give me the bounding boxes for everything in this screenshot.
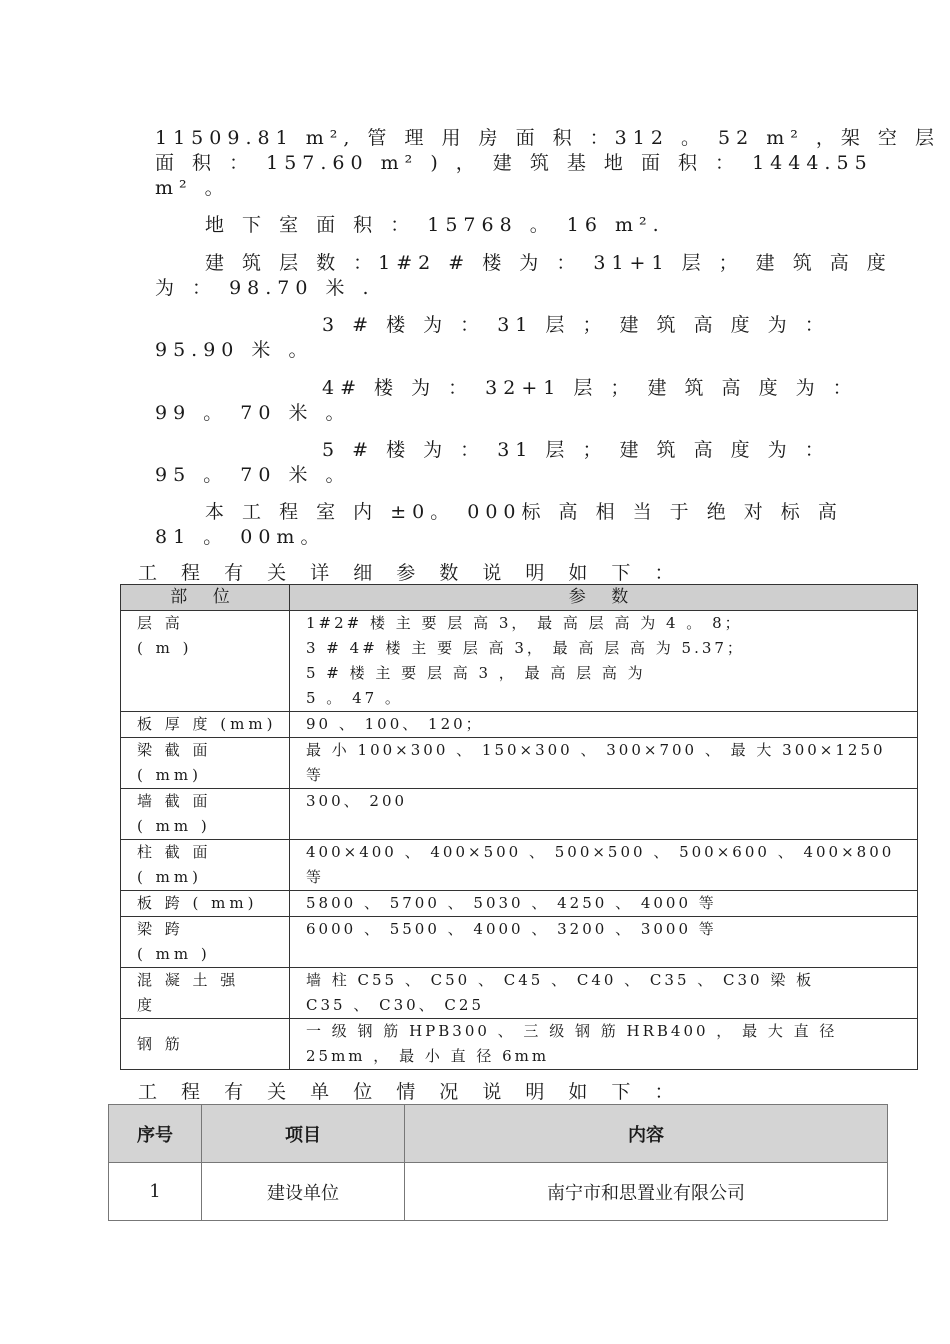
param-value-line: 1#2# 楼 主 要 层 高 3， 最 高 层 高 为 4 。 8；	[306, 614, 743, 632]
column-header: 部 位	[121, 585, 290, 611]
column-header: 项目	[202, 1105, 405, 1163]
param-value-line: 300、 200	[306, 792, 408, 810]
param-label-line: 板 厚 度 (mm)	[137, 715, 277, 733]
param-label-cell	[121, 712, 290, 738]
param-value-line: 墙 柱 C55 、 C50 、 C45 、 C40 、 C35 、 C30 梁 板	[306, 971, 815, 989]
table-row	[121, 611, 918, 712]
param-label-cell	[121, 840, 290, 891]
table-row	[109, 1163, 888, 1221]
param-value-cell	[290, 891, 918, 917]
table-cell: 1	[109, 1163, 202, 1221]
param-value-line: 最 小 100×300 、 150×300 、 300×700 、 最 大 300×1250	[306, 741, 886, 759]
text-line: m² 。	[155, 177, 230, 199]
param-label-cell	[121, 611, 290, 712]
column-header: 内容	[405, 1105, 888, 1163]
text-line: 建 筑 层 数 ：1#2 # 楼 为 ： 31+1 层 ； 建 筑 高 度	[205, 252, 892, 274]
param-label-line: ( mm)	[137, 868, 202, 886]
param-label-line: 柱 截 面	[137, 843, 212, 861]
text-line: 81 。 00m。	[155, 526, 326, 548]
text-line: 99 。 70 米 。	[155, 402, 351, 424]
param-value-line: 一 级 钢 筋 HPB300 、 三 级 钢 筋 HRB400 ， 最 大 直 径	[306, 1022, 838, 1040]
param-value-line: 5800 、 5700 、 5030 、 4250 、 4000 等	[306, 894, 717, 912]
table-cell: 南宁市和思置业有限公司	[405, 1163, 888, 1221]
param-value-cell	[290, 789, 918, 840]
text-line: 3 # 楼 为 ： 31 层 ； 建 筑 高 度 为 ：	[322, 314, 830, 336]
table-row	[121, 738, 918, 789]
table-cell: 建设单位	[202, 1163, 405, 1221]
param-value-cell	[290, 738, 918, 789]
param-label-line: 度	[137, 996, 157, 1014]
param-value-line: 等	[306, 766, 325, 784]
param-label-line: ( mm)	[137, 766, 202, 784]
param-label-line: 钢 筋	[137, 1034, 184, 1053]
param-value-cell	[290, 611, 918, 712]
table-row	[121, 1019, 918, 1070]
param-value-line: 90 、 100、 120；	[306, 715, 484, 733]
params-section-title: 工 程 有 关 详 细 参 数 说 明 如 下 ：	[138, 562, 683, 584]
column-header: 序号	[109, 1105, 202, 1163]
param-value-cell	[290, 968, 918, 1019]
param-label-line: 墙 截 面	[137, 792, 212, 810]
param-label-line: 层 高	[137, 614, 184, 632]
text-line: 面 积 ： 157.60 m² ) ， 建 筑 基 地 面 积 ： 1444.55	[155, 152, 873, 174]
parameters-table	[120, 584, 918, 1070]
param-value-line: 25mm ， 最 小 直 径 6mm	[306, 1047, 550, 1065]
param-value-line: C35 、 C30、 C25	[306, 996, 484, 1014]
param-value-line: 5 。 47 。	[306, 689, 403, 707]
param-label-line: 板 跨 ( mm)	[137, 894, 258, 912]
text-line: 95.90 米 。	[155, 339, 314, 361]
param-label-line: 梁 截 面	[137, 741, 212, 759]
text-line: 5 # 楼 为 ： 31 层 ； 建 筑 高 度 为 ：	[322, 439, 830, 461]
text-line: 95 。 70 米 。	[155, 464, 351, 486]
table-header-row	[109, 1105, 888, 1163]
text-line: 11509.81 m², 管 理 用 房 面 积 ：312 。 52 m² ，架 空 层	[155, 127, 940, 149]
param-label-cell	[121, 891, 290, 917]
param-label-cell	[121, 738, 290, 789]
param-value-cell	[290, 1019, 918, 1070]
table-row	[121, 840, 918, 891]
param-value-line: 400×400 、 400×500 、 500×500 、 500×600 、 400×800 等	[306, 843, 895, 886]
table-header-row	[121, 585, 918, 611]
param-value-cell	[290, 917, 918, 968]
param-label-line: ( mm )	[137, 945, 211, 963]
param-label-cell	[121, 968, 290, 1019]
text-line: 本 工 程 室 内 ±0。 000标 高 相 当 于 绝 对 标 高	[205, 501, 843, 523]
units-section-title: 工 程 有 关 单 位 情 况 说 明 如 下 ：	[138, 1081, 683, 1103]
text-line: 地 下 室 面 积 ： 15768 。 16 m².	[205, 214, 665, 236]
param-label-line: 混 凝 土 强	[137, 971, 240, 989]
table-row	[121, 891, 918, 917]
column-header: 参 数	[290, 585, 918, 611]
table-row	[121, 789, 918, 840]
param-label-line: ( m )	[137, 639, 193, 657]
param-label-cell	[121, 917, 290, 968]
text-line: 4# 楼 为 ： 32+1 层 ； 建 筑 高 度 为 ：	[322, 377, 858, 399]
param-label-line: ( mm )	[137, 817, 211, 835]
table-row	[121, 917, 918, 968]
param-value-line: 5 # 楼 主 要 层 高 3 ， 最 高 层 高 为	[306, 664, 646, 682]
table-row	[121, 968, 918, 1019]
param-value-line: 6000 、 5500 、 4000 、 3200 、 3000 等	[306, 920, 717, 938]
param-label-line: 梁 跨	[137, 920, 184, 938]
text-line: 为 ： 98.70 米 .	[155, 277, 375, 299]
param-label-cell	[121, 789, 290, 840]
table-row	[121, 712, 918, 738]
param-value-cell	[290, 712, 918, 738]
param-value-cell	[290, 840, 918, 891]
param-value-line: 3 # 4# 楼 主 要 层 高 3， 最 高 层 高 为 5.37；	[306, 639, 745, 657]
param-label-cell	[121, 1019, 290, 1070]
units-table	[108, 1104, 888, 1221]
